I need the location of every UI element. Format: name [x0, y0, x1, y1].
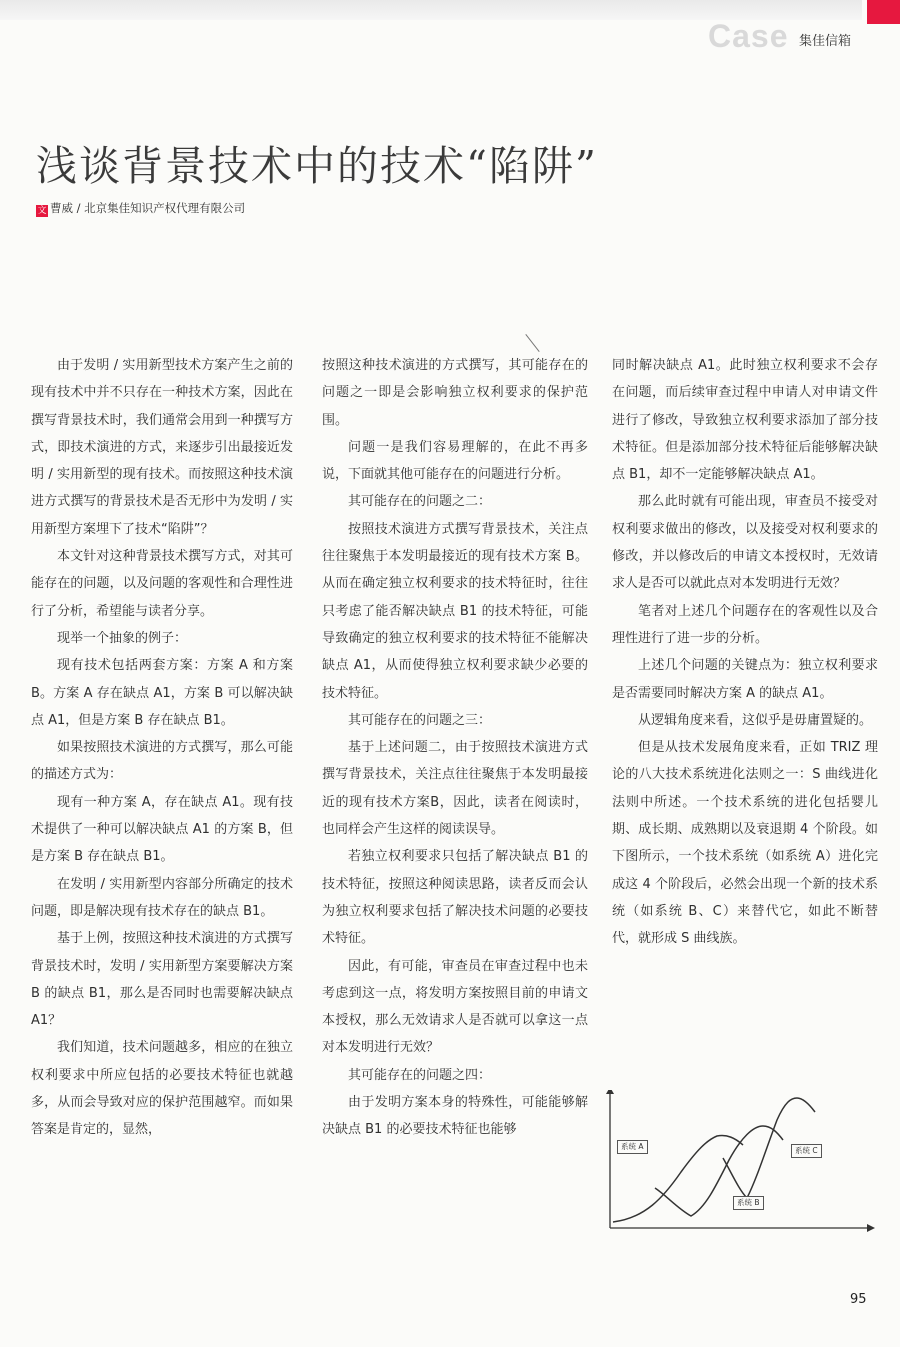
y-axis-arrow-icon: [606, 1090, 614, 1094]
paragraph: 如果按照技术演进的方式撰写，那么可能的描述方式为：: [31, 740, 293, 783]
label-system-a: 系统 A: [617, 1140, 648, 1154]
paragraph: 其可能存在的问题之三：: [348, 712, 492, 728]
header-band: [0, 0, 862, 20]
paragraph: 从逻辑角度来看，这似乎是毋庸置疑的。: [638, 712, 873, 728]
paragraph: 基于上例，按照这种技术演进的方式撰写背景技术时，发明 / 实用新型方案要解决方案 B 的缺点 B1，那么是否同时也需要解决缺点 A1？: [31, 931, 293, 1029]
column-1: [31, 352, 293, 1144]
byline: [36, 200, 245, 217]
paragraph: 在发明 / 实用新型内容部分所确定的技术问题，即是解决现有技术存在的缺点 B1。: [31, 876, 293, 919]
paragraph: 本文针对这种背景技术撰写方式，对其可能存在的问题，以及问题的客观性和合理性进行了分析，希望能与读者分享。: [31, 549, 293, 619]
column-2: [322, 352, 588, 1144]
column-3: [612, 352, 878, 953]
section-logo-word: Case: [708, 18, 789, 54]
paragraph: 笔者对上述几个问题存在的客观性以及合理性进行了进一步的分析。: [612, 603, 878, 646]
paragraph: 由于发明 / 实用新型技术方案产生之前的现有技术中并不只存在一种技术方案，因此在撰写背景技术时，我们通常会用到一种撰写方式，即技术演进的方式，来逐步引出最接近发明 / 实用新型的现有技术。而按照这种技术演进方式撰写的背景技术是否无形中为发明 / 实用新型方案埋下了技术“陷阱”？: [31, 358, 293, 537]
author-text: 曹威 / 北京集佳知识产权代理有限公司: [50, 201, 246, 215]
paragraph-continued: 同时解决缺点 A1。此时独立权利要求不会存在问题，而后续审查过程中申请人对申请文件进行了修改，导致独立权利要求添加了部分技术特征。但是添加部分技术特征后能够解决缺点 B1，却不一定能够解决缺点 A1。: [612, 358, 878, 483]
curve-system-b: [655, 1126, 783, 1216]
paragraph: 我们知道，技术问题越多，相应的在独立权利要求中所应包括的必要技术特征也就越多，从而会导致对应的保护范围越窄。而如果答案是肯定的，显然，: [31, 1040, 293, 1138]
paragraph: 现举一个抽象的例子：: [57, 630, 188, 646]
column-name: 集佳信箱: [799, 34, 852, 49]
paragraph: 其可能存在的问题之二：: [348, 494, 492, 510]
paragraph: 基于上述问题二，由于按照技术演进方式撰写背景技术，关注点往往聚焦于本发明最接近的现有技术方案B，因此，读者在阅读时，也同样会产生这样的阅读误导。: [322, 740, 588, 838]
x-axis-arrow-icon: [867, 1224, 875, 1232]
paragraph: 按照技术演进方式撰写背景技术，关注点往往聚焦于本发明最接近的现有技术方案 B。从而在确定独立权利要求的技术特征时，往往只考虑了能否解决缺点 B1 的技术特征，可能导致确定的独立权利要求的技术特征不能解决缺点 A1，从而使得独立权利要求缺少必要的技术特征。: [322, 521, 588, 701]
paragraph-continued: 按照这种技术演进的方式撰写，其可能存在的问题之一即是会影响独立权利要求的保护范围。: [322, 358, 588, 428]
stray-pen-mark: [525, 334, 539, 352]
label-system-b: 系统 B: [733, 1196, 764, 1210]
paragraph: 现有一种方案 A，存在缺点 A1。现有技术提供了一种可以解决缺点 A1 的方案 B，但是方案 B 存在缺点 B1。: [31, 794, 293, 865]
s-curve-svg: [605, 1090, 875, 1235]
s-curve-figure: [605, 1090, 875, 1235]
author-badge-icon: 文: [37, 206, 47, 216]
paragraph: 但是从技术发展角度来看，正如 TRIZ 理论的八大技术系统进化法则之一：S 曲线进化法则中所述。一个技术系统的进化包括婴儿期、成长期、成熟期以及衰退期 4 个阶段。如下图所示，一个技术系统（如系统 A）进化完成这 4 个阶段后，必然会出现一个新的技术系统（如系统 B、C）来替代它，如此不断替代，就形成 S 曲线族。: [612, 740, 878, 947]
paragraph: 其可能存在的问题之四：: [348, 1067, 492, 1083]
paragraph: 那么此时就有可能出现，审查员不接受对权利要求做出的修改，以及接受对权利要求的修改，并以修改后的申请文本授权时，无效请求人是否可以就此点对本发明进行无效？: [612, 494, 878, 592]
page-number: 95: [850, 1292, 867, 1307]
section-color-tab: [867, 0, 900, 24]
paragraph: 现有技术包括两套方案：方案 A 和方案 B。方案 A 存在缺点 A1，方案 B 可以解决缺点 A1，但是方案 B 存在缺点 B1。: [31, 658, 293, 728]
label-system-c: 系统 C: [791, 1144, 822, 1158]
paragraph: 问题一是我们容易理解的，在此不再多说，下面就其他可能存在的问题进行分析。: [322, 439, 588, 483]
paragraph: 若独立权利要求只包括了解决缺点 B1 的技术特征，按照这种阅读思路，读者反而会认为独立权利要求包括了解决技术问题的必要技术特征。: [322, 849, 588, 947]
article-title: 浅谈背景技术中的技术“陷阱”: [36, 142, 598, 190]
paragraph: 上述几个问题的关键点为：独立权利要求是否需要同时解决方案 A 的缺点 A1。: [612, 658, 878, 701]
paragraph: 因此，有可能，审查员在审查过程中也未考虑到这一点，将发明方案按照目前的申请文本授权，那么无效请求人是否就可以拿这一点对本发明进行无效？: [322, 958, 588, 1056]
paragraph: 由于发明方案本身的特殊性，可能能够解决缺点 B1 的必要技术特征也能够: [322, 1095, 588, 1138]
